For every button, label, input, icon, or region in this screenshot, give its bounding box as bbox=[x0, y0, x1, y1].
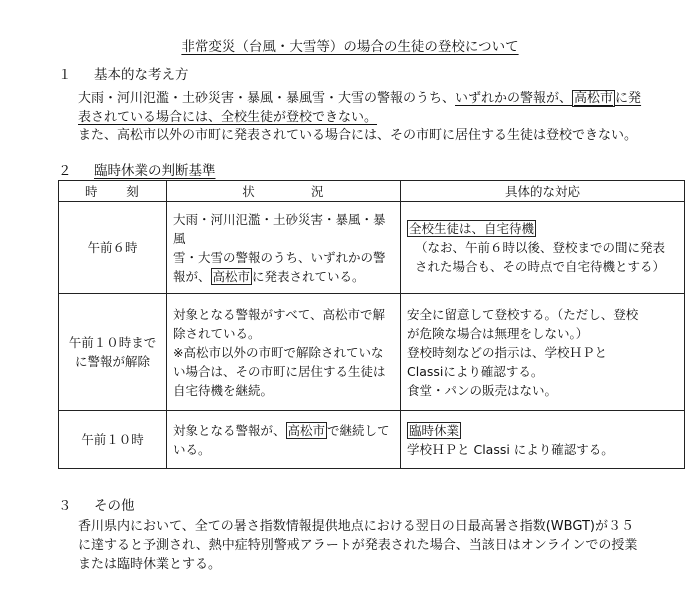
response-line: 食堂・パンの販売はない。 bbox=[407, 382, 558, 398]
section-3-line-2: に達すると予測され、熱中症特別警戒アラートが発表された場合、当該日はオンラインでの授業 bbox=[78, 538, 638, 553]
response-line: された場合も、その時点で自宅待機とする） bbox=[415, 259, 666, 274]
situation-line: 自宅待機を継続。 bbox=[173, 382, 274, 398]
section-1-text: 大雨・河川氾濫・土砂災害・暴風・暴風雪・大雪の警報のうち、 bbox=[78, 91, 456, 106]
response-line: 登校時刻などの指示は、学校ＨＰと bbox=[407, 344, 608, 360]
row-situation bbox=[167, 202, 401, 294]
row-time: 午前６時 bbox=[59, 202, 167, 294]
time-line: 午前１０時まで bbox=[68, 335, 157, 350]
situation-line: 雪・大雪の警報のうち、いずれかの警 bbox=[173, 249, 386, 265]
response-box: 全校生徒は、自宅待機 bbox=[409, 221, 535, 236]
situation-line: 除されている。 bbox=[173, 325, 261, 341]
response-box: 臨時休業 bbox=[409, 422, 460, 438]
response-line: Classiにより確認する。 bbox=[407, 363, 544, 379]
response-line bbox=[407, 219, 678, 238]
response-line: 学校ＨＰと Classi により確認する。 bbox=[407, 441, 614, 457]
section-3-line-3: または臨時休業とする。 bbox=[78, 557, 222, 572]
section-1-title: 基本的な考え方 bbox=[94, 67, 189, 83]
table-row bbox=[59, 294, 685, 411]
section-1-heading bbox=[58, 66, 189, 85]
situation-text: に発表されている。 bbox=[252, 268, 365, 284]
situation-line bbox=[173, 267, 394, 286]
page-title: 非常変災（台風・大雪等）の場合の生徒の登校について bbox=[181, 39, 519, 55]
city-box: 高松市 bbox=[287, 422, 326, 438]
section-3-title: その他 bbox=[94, 498, 135, 514]
row-situation bbox=[167, 411, 401, 469]
response-line: が危険な場合は無理をしない。） bbox=[407, 325, 589, 341]
situation-text: 報が、 bbox=[173, 268, 211, 284]
header-time: 時 刻 bbox=[59, 181, 167, 202]
row-response bbox=[401, 294, 685, 411]
section-1-text: いずれかの警報が、 bbox=[455, 91, 573, 106]
section-1-line-1 bbox=[78, 89, 641, 108]
row-time bbox=[59, 294, 167, 411]
row-time: 午前１０時 bbox=[59, 411, 167, 469]
row-situation bbox=[167, 294, 401, 411]
underlined-text bbox=[455, 90, 641, 107]
situation-text: で継続して bbox=[327, 422, 390, 438]
section-1-line-2: 表されている場合には、全校生徒が登校できない。 bbox=[78, 110, 378, 125]
city-box: 高松市 bbox=[574, 91, 614, 106]
section-1-number: １ bbox=[58, 67, 72, 83]
section-3-line-1: 香川県内において、全ての暑さ指数情報提供地点における翌日の日最高暑さ指数(WBGT)が３５ bbox=[78, 519, 634, 534]
section-2-heading bbox=[58, 162, 216, 181]
row-response bbox=[401, 202, 685, 294]
judgment-table bbox=[58, 180, 685, 469]
situation-line: 対象となる警報がすべて、高松市で解 bbox=[173, 306, 386, 322]
response-line: （なお、午前６時以後、登校までの間に発表 bbox=[415, 240, 666, 255]
header-response: 具体的な対応 bbox=[401, 181, 685, 202]
table-header-row bbox=[59, 181, 685, 202]
section-2-title: 臨時休業の判断基準 bbox=[94, 163, 216, 179]
section-3-number: ３ bbox=[58, 498, 72, 514]
situation-line: い場合は、その市町に居住する生徒は bbox=[173, 363, 386, 379]
situation-line: ※高松市以外の市町で解除されていな bbox=[173, 344, 384, 360]
row-response bbox=[401, 411, 685, 469]
situation-line: いる。 bbox=[173, 441, 211, 457]
situation-line bbox=[173, 421, 394, 440]
situation-line: 大雨・河川氾濫・土砂災害・暴風・暴風 bbox=[173, 211, 386, 246]
situation-text: 対象となる警報が、 bbox=[173, 422, 286, 438]
section-1-line-3: また、高松市以外の市町に発表されている場合には、その市町に居住する生徒は登校できない。 bbox=[78, 128, 638, 143]
header-situation: 状 況 bbox=[167, 181, 401, 202]
time-line: に警報が解除 bbox=[74, 354, 150, 369]
response-line: 安全に留意して登校する。（ただし、登校 bbox=[407, 306, 639, 322]
section-3-heading bbox=[58, 497, 135, 516]
table-row bbox=[59, 202, 685, 294]
section-2-number: ２ bbox=[58, 163, 72, 179]
section-1-text: に発 bbox=[615, 91, 642, 106]
table-row bbox=[59, 411, 685, 469]
response-line bbox=[407, 421, 678, 440]
city-box: 高松市 bbox=[212, 268, 251, 284]
